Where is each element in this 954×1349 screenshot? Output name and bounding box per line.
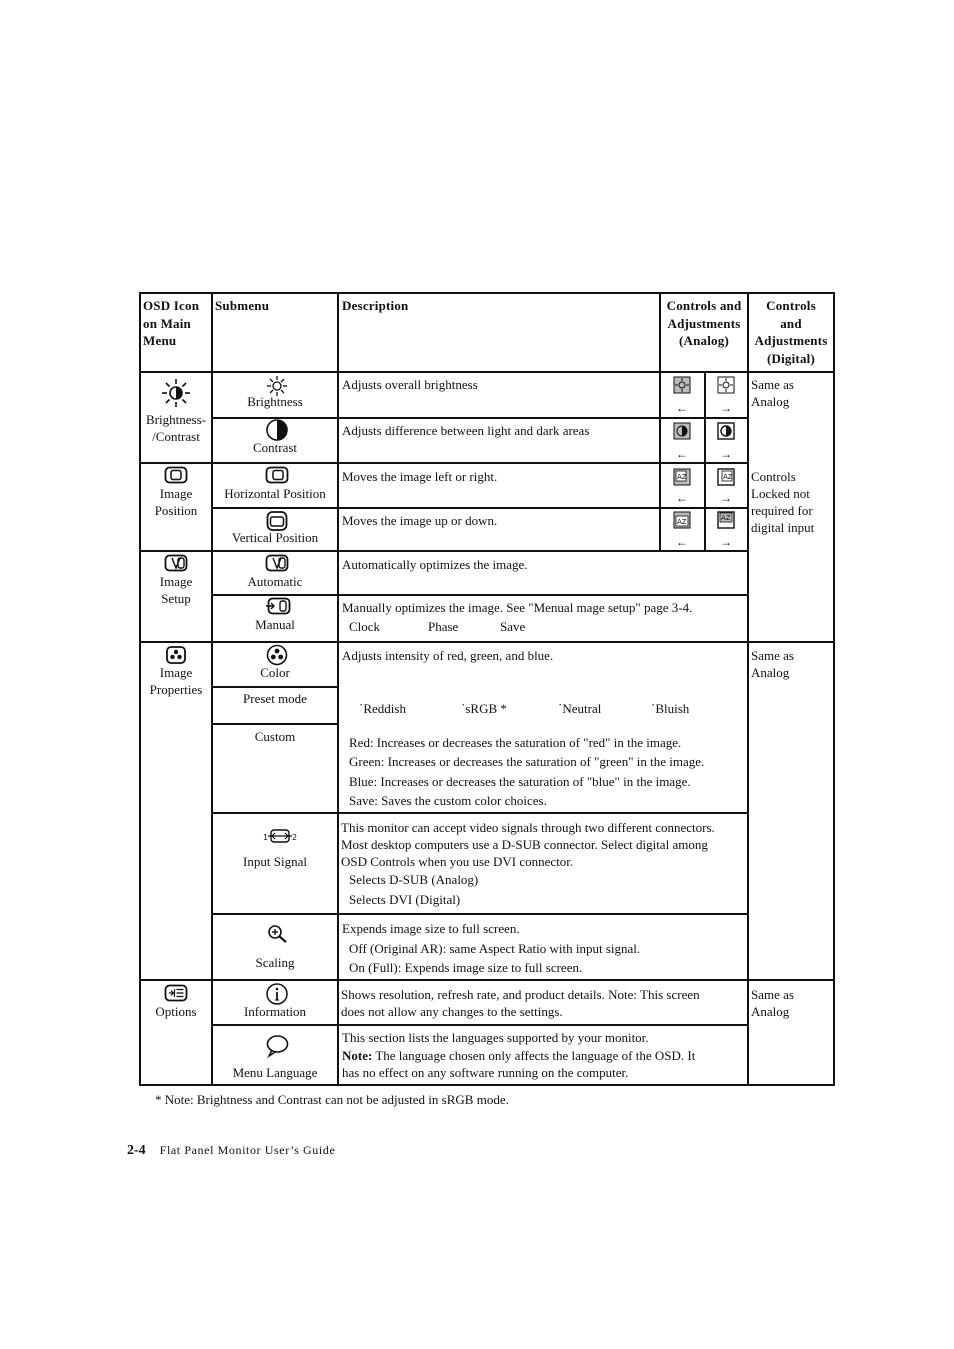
input-signal-icon bbox=[263, 828, 299, 844]
arrow-left-icon: ← bbox=[676, 401, 688, 415]
submenu-brightness: Brightness bbox=[247, 394, 303, 409]
manual-setup-icon bbox=[265, 597, 291, 615]
arrow-left-icon: ← bbox=[676, 535, 688, 549]
description-color: Adjusts intensity of red, green, and blue. bbox=[342, 648, 554, 663]
row-divider bbox=[212, 812, 748, 814]
color-icon bbox=[266, 644, 288, 666]
page-footer bbox=[127, 1143, 335, 1159]
speech-bubble-icon bbox=[265, 1034, 289, 1058]
submenu-vertical-position: Vertical Position bbox=[231, 530, 319, 545]
row-divider bbox=[212, 1024, 748, 1026]
submenu-scaling: Scaling bbox=[255, 955, 295, 970]
brightness-contrast-icon bbox=[161, 378, 191, 408]
header-osd-icon: OSD Icon on Main Menu bbox=[143, 298, 200, 348]
svg-text:AZ: AZ bbox=[677, 473, 687, 481]
digital-position-setup: Controls Locked not required for digital input bbox=[751, 469, 815, 535]
row-divider bbox=[140, 462, 748, 464]
arrow-right-icon: → bbox=[720, 535, 732, 549]
group-label-image-setup: Image Setup bbox=[159, 574, 193, 606]
header-description: Description bbox=[342, 298, 409, 313]
header-analog: Controls and Adjustments (Analog) bbox=[666, 298, 742, 348]
submenu-horizontal-position: Horizontal Position bbox=[224, 486, 326, 501]
row-divider bbox=[140, 550, 748, 552]
row-divider bbox=[212, 594, 748, 596]
header-digital: Controls and Adjustments (Digital) bbox=[754, 298, 828, 366]
description-manual: Manually optimizes the image. See "Menual mage setup" page 3-4. bbox=[342, 600, 693, 615]
description-menu-language: This section lists the languages supported by your monitor. Note: The language chosen only affects the language of the OSD. It has no effect on any software running on the computer. bbox=[342, 1030, 696, 1080]
manual-option-save: Save bbox=[500, 619, 526, 634]
col-divider bbox=[747, 293, 749, 1085]
description-contrast: Adjusts difference between light and dark areas bbox=[342, 423, 590, 438]
footnote: * Note: Brightness and Contrast can not be adjusted in sRGB mode. bbox=[155, 1092, 509, 1107]
group-label-image-properties: Image Properties bbox=[149, 665, 203, 697]
position-down-icon bbox=[673, 511, 691, 529]
preset-option-bluish: ·Bluish bbox=[651, 697, 690, 716]
contrast-down-icon bbox=[673, 422, 691, 440]
description-brightness: Adjusts overall brightness bbox=[342, 377, 478, 392]
submenu-menu-language: Menu Language bbox=[232, 1065, 318, 1080]
arrow-left-icon: ← bbox=[676, 491, 688, 505]
submenu-contrast: Contrast bbox=[252, 440, 298, 455]
preset-option-neutral: ·Neutral bbox=[558, 697, 602, 716]
arrow-right-icon: → bbox=[720, 491, 732, 505]
svg-text:AZ: AZ bbox=[677, 518, 687, 526]
row-divider bbox=[212, 913, 748, 915]
header-submenu: Submenu bbox=[215, 298, 270, 313]
group-label-image-position: Image Position bbox=[154, 486, 198, 518]
row-divider bbox=[212, 417, 748, 419]
description-automatic: Automatically optimizes the image. bbox=[342, 557, 528, 572]
group-label-options: Options bbox=[155, 1004, 197, 1019]
svg-text:1: 1 bbox=[263, 833, 269, 842]
svg-text:2: 2 bbox=[292, 833, 298, 842]
manual-option-phase: Phase bbox=[428, 619, 459, 634]
row-divider bbox=[140, 979, 834, 981]
guide-title: Flat Panel Monitor User’s Guide bbox=[159, 1143, 336, 1157]
row-divider bbox=[212, 507, 748, 509]
scaling-icon bbox=[267, 924, 289, 944]
row-divider bbox=[212, 723, 338, 725]
position-right-icon bbox=[717, 468, 735, 486]
description-vertical-position: Moves the image up or down. bbox=[342, 513, 498, 528]
description-scaling: Expends image size to full screen. Off (Original AR): same Aspect Ratio with input signal. On (Full): Expends image size to full screen. bbox=[342, 921, 641, 975]
arrow-right-icon: → bbox=[720, 401, 732, 415]
manual-option-clock: Clock bbox=[349, 619, 381, 634]
submenu-preset-mode: Preset mode bbox=[243, 691, 307, 706]
description-information: Shows resolution, refresh rate, and product details. Note: This screen does not allow any changes to the settings. bbox=[341, 987, 700, 1019]
description-custom: Red: Increases or decreases the saturation of "red" in the image. Green: Increases or decreases the saturation of "green" in the image. Blue: Increases or decreases the saturation of "blue" in the image. Save: Saves the custom color choices. bbox=[349, 735, 705, 808]
row-divider bbox=[140, 371, 834, 373]
brightness-down-icon bbox=[673, 376, 691, 394]
preset-option-srgb: ·sRGB * bbox=[461, 697, 507, 716]
submenu-color: Color bbox=[260, 665, 290, 680]
image-setup-icon bbox=[164, 554, 188, 572]
submenu-automatic: Automatic bbox=[247, 574, 303, 589]
digital-options: Same as Analog bbox=[751, 987, 794, 1019]
description-input-signal: This monitor can accept video signals through two different connectors. Most desktop computers use a D-SUB connector. Select digital among OSD Controls when you use DVI connector. Selects D-SUB (Analog) Selects DVI (Digital) bbox=[341, 820, 715, 907]
position-left-icon bbox=[673, 468, 691, 486]
image-properties-icon bbox=[166, 646, 186, 664]
automatic-setup-icon bbox=[265, 554, 289, 572]
contrast-up-icon bbox=[717, 422, 735, 440]
svg-text:AZ: AZ bbox=[723, 473, 733, 481]
preset-option-reddish: ·Reddish bbox=[359, 697, 406, 716]
submenu-information: Information bbox=[243, 1004, 307, 1019]
image-position-icon bbox=[164, 466, 188, 484]
information-icon bbox=[265, 983, 289, 1005]
description-horizontal-position: Moves the image left or right. bbox=[342, 469, 498, 484]
brightness-up-icon bbox=[717, 376, 735, 394]
submenu-manual: Manual bbox=[255, 617, 295, 632]
position-up-icon bbox=[717, 511, 735, 529]
horizontal-position-icon bbox=[265, 466, 289, 484]
submenu-input-signal: Input Signal bbox=[243, 854, 307, 869]
row-divider bbox=[140, 641, 834, 643]
digital-brightness-contrast: Same as Analog bbox=[751, 377, 794, 409]
submenu-custom: Custom bbox=[254, 729, 296, 744]
digital-properties: Same as Analog bbox=[751, 648, 794, 680]
page-number: 2-4 bbox=[127, 1143, 146, 1158]
group-label-brightness-contrast: Brightness- /Contrast bbox=[146, 412, 206, 444]
arrow-left-icon: ← bbox=[676, 447, 688, 461]
options-icon bbox=[164, 984, 188, 1002]
svg-text:AZ: AZ bbox=[721, 514, 731, 522]
row-divider bbox=[212, 686, 338, 688]
arrow-right-icon: → bbox=[720, 447, 732, 461]
